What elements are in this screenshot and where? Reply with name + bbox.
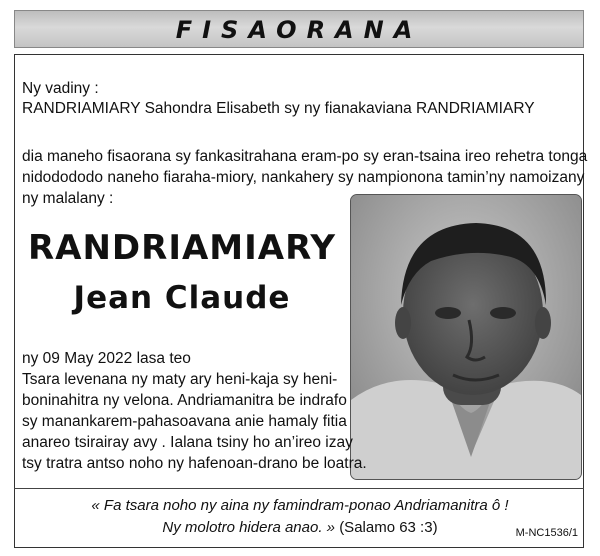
header-bar <box>14 10 584 48</box>
portrait-photo <box>350 194 582 480</box>
intro-label: Ny vadiny : <box>22 80 99 97</box>
body-line: Tsara levenana ny maty ary heni-kaja sy heni- <box>22 371 338 388</box>
bible-quote-line-2 <box>22 519 578 536</box>
date-line: ny 09 May 2022 lasa teo <box>22 350 191 367</box>
body-paragraph <box>22 369 367 474</box>
thanks-line: ny malalany : <box>22 190 114 207</box>
thanks-line: dia maneho fisaorana sy fankasitrahana eram-po sy eran-tsaina ireo rehetra tonga <box>22 148 588 165</box>
bible-reference: (Salamo 63 :3) <box>339 519 438 536</box>
page-title: FISAORANA <box>175 16 423 44</box>
thanks-line: nidodododo naneho fiaraha-miory, nankahery sy nampionona tamin’ny namoizany <box>22 169 585 186</box>
deceased-surname: RANDRIAMIARY <box>27 228 337 268</box>
reference-code: M-NC1536/1 <box>515 527 578 539</box>
body-line: tsy tratra antso noho ny hafenoan-drano be loatra. <box>22 455 367 472</box>
divider <box>14 488 584 489</box>
family-names: RANDRIAMIARY Sahondra Elisabeth sy ny fianakaviana RANDRIAMIARY <box>22 100 535 117</box>
body-line: anareo tsirairay avy . Ialana tsiny ho an’ireo izay <box>22 434 353 451</box>
body-line: boninahitra ny velona. Andriamanitra be indrafo <box>22 392 347 409</box>
body-line: sy manankarem-pahasoavana anie hamaly fitia <box>22 413 347 430</box>
portrait-illustration <box>351 195 581 479</box>
bible-quote-text: Ny molotro hidera anao. » <box>162 519 336 536</box>
bible-quote-line-1: « Fa tsara noho ny aina ny famindram-ponao Andriamanitra ô ! <box>91 497 509 514</box>
deceased-given-names: Jean Claude <box>73 280 291 316</box>
